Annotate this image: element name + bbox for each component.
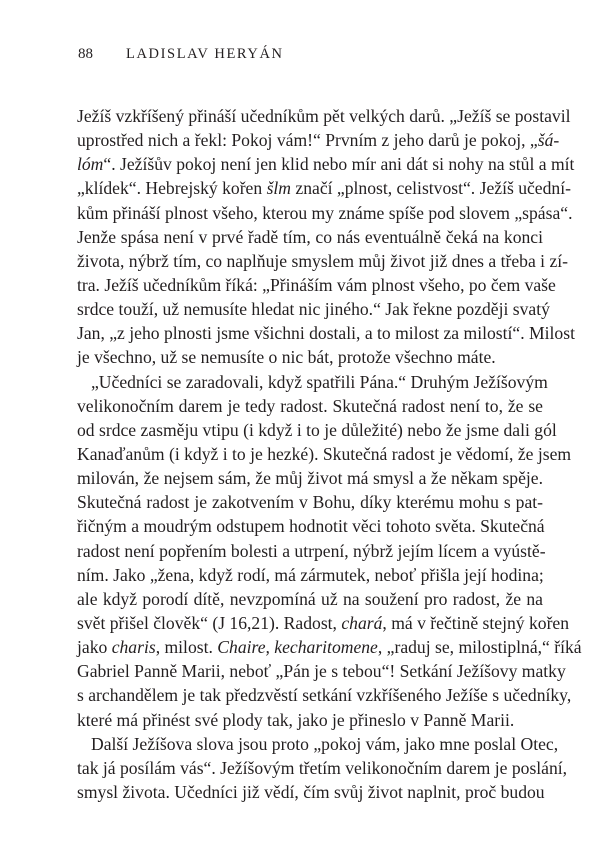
text-fragment: uprostřed nich a řekl: Pokoj vám!“ Prvním z jeho darů je pokoj, „	[77, 130, 538, 151]
italic-term: chará	[341, 612, 383, 633]
text-line: Jan, „z jeho plnosti jsme všichni dostali, a to milost za milostí“. Milost	[77, 323, 575, 344]
text-fragment: svět přišel člověk“ (J 16,21). Radost,	[77, 612, 342, 633]
text-fragment: , „raduj se, milostiplná,“ říká	[377, 637, 582, 658]
text-line: ale když porodí dítě, nevzpomíná už na soužení pro radost, že na	[77, 588, 543, 609]
text-line	[77, 128, 560, 152]
italic-term: šá-	[537, 130, 560, 151]
body-text	[77, 104, 582, 804]
text-fragment: , má v řečtině stejný kořen	[382, 612, 570, 633]
text-line: tak já posílám vás“. Ježíšovým třetím velikonočním darem je poslání,	[77, 757, 568, 778]
text-line: řičným a moudrým odstupem hodnotit věci tohoto světa. Skutečná	[77, 516, 545, 537]
text-line: Skutečná radost je zakotvením v Bohu, díky kterému mohu s pat-	[77, 492, 543, 513]
text-line: „Učedníci se zaradovali, když spatřili Pána.“ Druhým Ježíšovým	[91, 371, 548, 392]
page-number: 88	[78, 46, 93, 62]
text-line: je všechno, už se nemusíte o nic bát, protože všechno máte.	[77, 347, 496, 368]
italic-term: Chaire, kecharitomene	[217, 637, 378, 658]
text-line: Gabriel Panně Marii, neboť „Pán je s tebou“! Setkání Ježíšovy matky	[77, 661, 566, 682]
text-fragment: značí „plnost, celistvost“. Ježíš učední-	[291, 178, 571, 199]
text-line	[77, 611, 570, 635]
text-line: radost není popřením bolesti a utrpení, nýbrž jejím lícem a vyústě-	[77, 540, 546, 561]
text-line: tra. Ježíš učedníkům říká: „Přináším vám plnost všeho, po čem vaše	[77, 274, 556, 295]
text-line	[77, 176, 571, 200]
text-fragment: , milost.	[155, 637, 218, 658]
text-line: které má přinést své plody tak, jako je přineslo v Panně Marii.	[77, 709, 515, 730]
text-line: milován, že nejsem sám, že můj život má smysl a že někam spěje.	[77, 468, 543, 489]
text-line: Jenže spása není v prvé řadě tím, co nás eventuálně čeká na konci	[77, 226, 543, 247]
italic-term: charis	[111, 637, 156, 658]
author-name: LADISLAV HERYÁN	[126, 46, 284, 62]
text-line: Ježíš vzkříšený přináší učedníkům pět velkých darů. „Ježíš se postavil	[77, 106, 571, 126]
paragraph-1	[77, 104, 575, 370]
text-line: Další Ježíšova slova jsou proto „pokoj vám, jako mne poslal Otec,	[91, 733, 559, 754]
text-line: života, nýbrž tím, co naplňuje smyslem můj život již dnes a třeba i zí-	[77, 250, 569, 271]
text-line: s archandělem je tak předzvěstí setkání vzkříšeného Ježíše s učedníky,	[77, 685, 572, 706]
text-line: Kanaďanům (i když i to je hezké). Skutečná radost je vědomí, že jsem	[77, 443, 572, 464]
text-fragment: “. Ježíšův pokoj není jen klid nebo mír ani dát si nohy na stůl a mít	[103, 154, 575, 175]
running-head	[78, 46, 284, 63]
text-line	[77, 635, 582, 659]
text-line: smysl života. Učedníci již vědí, čím svůj život naplnit, proč budou	[77, 781, 545, 802]
paragraph-3	[77, 732, 568, 804]
text-line: srdce touží, už nemusíte hledat nic jiného.“ Jak řekne později svatý	[77, 299, 550, 320]
text-fragment: jako	[77, 637, 112, 658]
italic-term: šlm	[266, 178, 292, 199]
text-line	[77, 152, 575, 176]
text-line: ním. Jako „žena, když rodí, má zármutek, neboť přišla její hodina;	[77, 564, 544, 585]
text-line: velikonočním darem je tedy radost. Skutečná radost není to, že se	[77, 395, 543, 416]
italic-term: lóm	[77, 154, 104, 175]
text-fragment: „klídek“. Hebrejský kořen	[77, 178, 267, 199]
text-line: od srdce zasměju vtipu (i když i to je důležité) nebo že jsme dali gól	[77, 419, 557, 440]
text-line: kům přináší plnost všeho, kterou my známe spíše pod slovem „spása“.	[77, 202, 573, 223]
paragraph-2	[77, 370, 582, 732]
